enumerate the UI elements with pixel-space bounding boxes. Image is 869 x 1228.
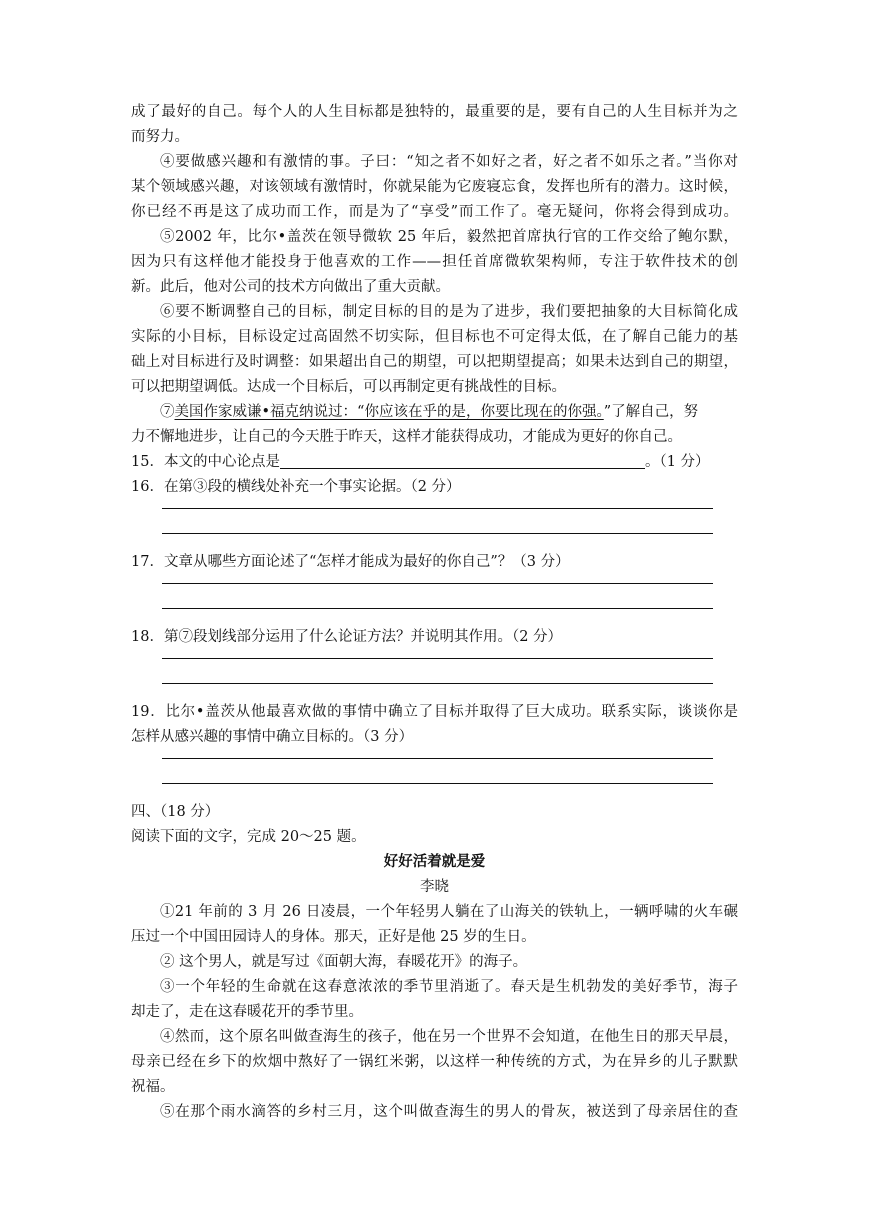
passage-line: 实际的小目标，目标设定过高固然不切实际，但目标也不可定得太低，在了解自己能力的基 — [131, 329, 738, 345]
answer-line[interactable] — [162, 608, 713, 609]
article-title: 好好活着就是爱 — [383, 854, 486, 870]
passage-line: 可以把期望调低。达成一个目标后，可以再制定更有挑战性的目标。 — [131, 379, 566, 395]
question-16: 16．在第③段的横线处补充一个事实论据。（2 分） — [131, 479, 461, 495]
passage-line: 压过一个中国田园诗人的身体。那天，正好是他 25 岁的生日。 — [131, 929, 536, 945]
passage-line: 而努力。 — [131, 129, 189, 145]
question-15 — [131, 450, 738, 475]
answer-line[interactable] — [162, 783, 713, 784]
underlined-quote: 美国作家威谦•福克纳说过：“你应该在乎的是，你要比现在的你强。 — [174, 404, 604, 420]
answer-line[interactable] — [162, 508, 713, 509]
answer-line[interactable] — [162, 683, 713, 684]
passage-line: 却走了，走在这春暖花开的季节里。 — [131, 1004, 363, 1020]
passage-line: ⑤在那个雨水滴答的乡村三月，这个叫做查海生的男人的骨灰，被送到了母亲居住的查 — [160, 1104, 738, 1120]
section-instruction: 阅读下面的文字，完成 20～25 题。 — [131, 829, 366, 845]
exam-page — [131, 100, 738, 1125]
answer-area[interactable] — [131, 650, 738, 700]
passage-line: ①21 年前的 3 月 26 日凌晨，一个年轻男人躺在了山海关的铁轨上，一辆呼啸的火车碾 — [160, 904, 738, 920]
passage-line: 母亲已经在乡下的炊烟中熬好了一锅红米粥，以这样一种传统的方式，为在异乡的儿子默默 — [131, 1054, 738, 1070]
question-15-score: 。（1 分） — [644, 454, 710, 470]
answer-area[interactable] — [131, 750, 738, 800]
passage-line: ⑤2002 年，比尔•盖茨在领导微软 25 年后，毅然把首席执行官的工作交给了鲍尔默， — [160, 229, 738, 245]
answer-area[interactable] — [131, 500, 738, 550]
passage-line: ② 这个男人，就是写过《面朝大海，春暖花开》的海子。 — [160, 954, 528, 970]
passage-line: ④要做感兴趣和有激情的事。子曰：“知之者不如好之者，好之者不如乐之者。”当你对 — [160, 154, 738, 170]
answer-line[interactable] — [162, 658, 713, 659]
passage-line: ③一个年轻的生命就在这春意浓浓的季节里消逝了。春天是生机勃发的美好季节，海子 — [160, 979, 738, 995]
answer-line[interactable] — [162, 758, 713, 759]
paragraph-marker: ⑦ — [160, 404, 175, 420]
passage-line: ④然而，这个原名叫做查海生的孩子，他在另一个世界不会知道，在他生日的那天早晨， — [160, 1029, 738, 1045]
passage-line: 你已经不再是这了成功而工作，而是为了“享受”而工作了。毫无疑问，你将会得到成功。 — [131, 204, 738, 220]
section-heading: 四、（18 分） — [131, 804, 220, 820]
passage-line: 祝福。 — [131, 1079, 175, 1095]
passage-line: 某个领域感兴趣，对该领域有激情时，你就杲能为它废寝忘食，发挥也所有的潜力。这时候， — [131, 179, 738, 195]
passage-line: 因为只有这样他才能投身于他喜欢的工作——担任首席微软架构师，专注于软件技术的创 — [131, 254, 738, 270]
passage-line: 础上对目标进行及时调整：如果超出自己的期望，可以把期望提高；如果未达到自己的期望， — [131, 354, 738, 370]
question-15-text: 15．本文的中心论点是 — [131, 454, 280, 470]
passage-line: 新。此后，他对公司的技术方向做出了重大贡献。 — [131, 279, 450, 295]
passage-line: 成了最好的自己。每个人的人生目标都是独特的，最重要的是，要有自己的人生目标并为之 — [131, 104, 738, 120]
paragraph-7-line — [131, 400, 738, 425]
question-19-cont: 怎样从感兴趣的事情中确立目标的。（3 分） — [131, 729, 414, 745]
passage-line: 力不懈地进步，让自己的今天胜于昨天，这样才能获得成功，才能成为更好的你自己。 — [131, 429, 682, 445]
answer-blank[interactable] — [280, 452, 645, 469]
answer-line[interactable] — [162, 583, 713, 584]
question-17: 17．文章从哪些方面论述了“怎样才能成为最好的你自己”？（3 分） — [131, 554, 570, 570]
article-author: 李晓 — [420, 879, 449, 895]
question-18: 18．第⑦段划线部分运用了什么论证方法？并说明其作用。（2 分） — [131, 629, 563, 645]
paragraph-7-rest: ”了解自己，努 — [603, 404, 699, 420]
answer-area[interactable] — [131, 575, 738, 625]
passage-line: ⑥要不断调整自己的目标，制定目标的目的是为了进步，我们要把抽象的大目标简化成 — [160, 304, 738, 320]
answer-line[interactable] — [162, 533, 713, 534]
question-19: 19．比尔•盖茨从他最喜欢做的事情中确立了目标并取得了巨大成功。联系实际，谈谈你是 — [131, 704, 738, 720]
